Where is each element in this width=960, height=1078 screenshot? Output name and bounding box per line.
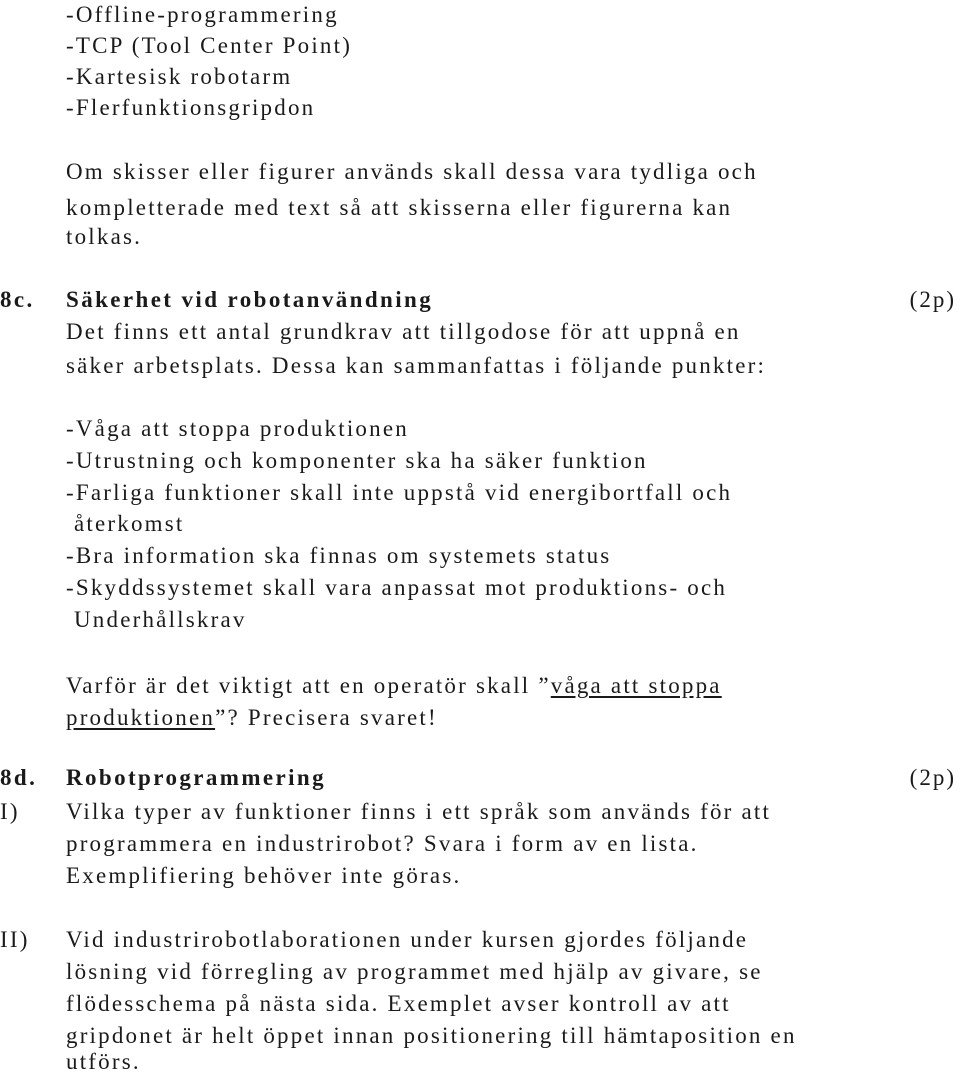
question-line — [66, 703, 438, 733]
question-title-8c: Säkerhet vid robotanvändning — [66, 287, 434, 312]
question-line — [66, 671, 722, 701]
question-number-8c: 8c. — [0, 287, 35, 312]
part-line: gripdonet är helt öppet innan positionering till hämtaposition en — [66, 1023, 797, 1048]
sketch-note-line: Om skisser eller figurer används skall dessa vara tydliga och — [66, 159, 758, 184]
bullet-item-continuation: återkomst — [74, 511, 185, 536]
part-line: programmera en industrirobot? Svara i form av en lista. — [66, 831, 699, 856]
intro-line: Det finns ett antal grundkrav att tillgodose för att uppnå en — [66, 319, 741, 344]
question-emphasis: våga att stoppa — [550, 673, 722, 698]
part-line: lösning vid förregling av programmet med hjälp av givare, se — [66, 959, 763, 984]
sketch-note-line: tolkas. — [66, 224, 143, 249]
question-text: Varför är det viktigt att en operatör skall ” — [66, 673, 551, 698]
sketch-note-line: kompletterade med text så att skisserna eller figurerna kan — [66, 195, 733, 220]
list-item: -Flerfunktionsgripdon — [66, 95, 316, 120]
bullet-item: -Utrustning och komponenter ska ha säker funktion — [66, 448, 648, 473]
list-item: -Kartesisk robotarm — [66, 64, 293, 89]
question-title-8d: Robotprogrammering — [66, 765, 326, 790]
bullet-item-continuation: Underhållskrav — [74, 607, 247, 632]
points-8d: (2p) — [909, 765, 956, 790]
part-line: utförs. — [66, 1049, 141, 1074]
bullet-item: -Bra information ska finnas om systemets status — [66, 543, 612, 568]
question-text: ”? Precisera svaret! — [215, 705, 438, 730]
list-item: -Offline-programmering — [66, 2, 339, 27]
points-8c: (2p) — [909, 287, 956, 312]
bullet-item: -Farliga funktioner skall inte uppstå vid energibortfall och — [66, 480, 733, 505]
part-label-ii: II) — [0, 927, 30, 952]
question-emphasis: produktionen — [66, 705, 216, 730]
bullet-item: -Skyddssystemet skall vara anpassat mot produktions- och — [66, 575, 728, 600]
list-item: -TCP (Tool Center Point) — [66, 33, 353, 58]
question-number-8d: 8d. — [0, 765, 38, 790]
part-label-i: I) — [0, 799, 20, 824]
intro-line: säker arbetsplats. Dessa kan sammanfattas i följande punkter: — [66, 353, 767, 378]
part-line: Vilka typer av funktioner finns i ett språk som används för att — [66, 799, 772, 824]
part-line: Vid industrirobotlaborationen under kursen gjordes följande — [66, 927, 749, 952]
part-line: Exemplifiering behöver inte göras. — [66, 863, 462, 888]
part-line: flödesschema på nästa sida. Exemplet avser kontroll av att — [66, 991, 731, 1016]
bullet-item: -Våga att stoppa produktionen — [66, 416, 409, 441]
